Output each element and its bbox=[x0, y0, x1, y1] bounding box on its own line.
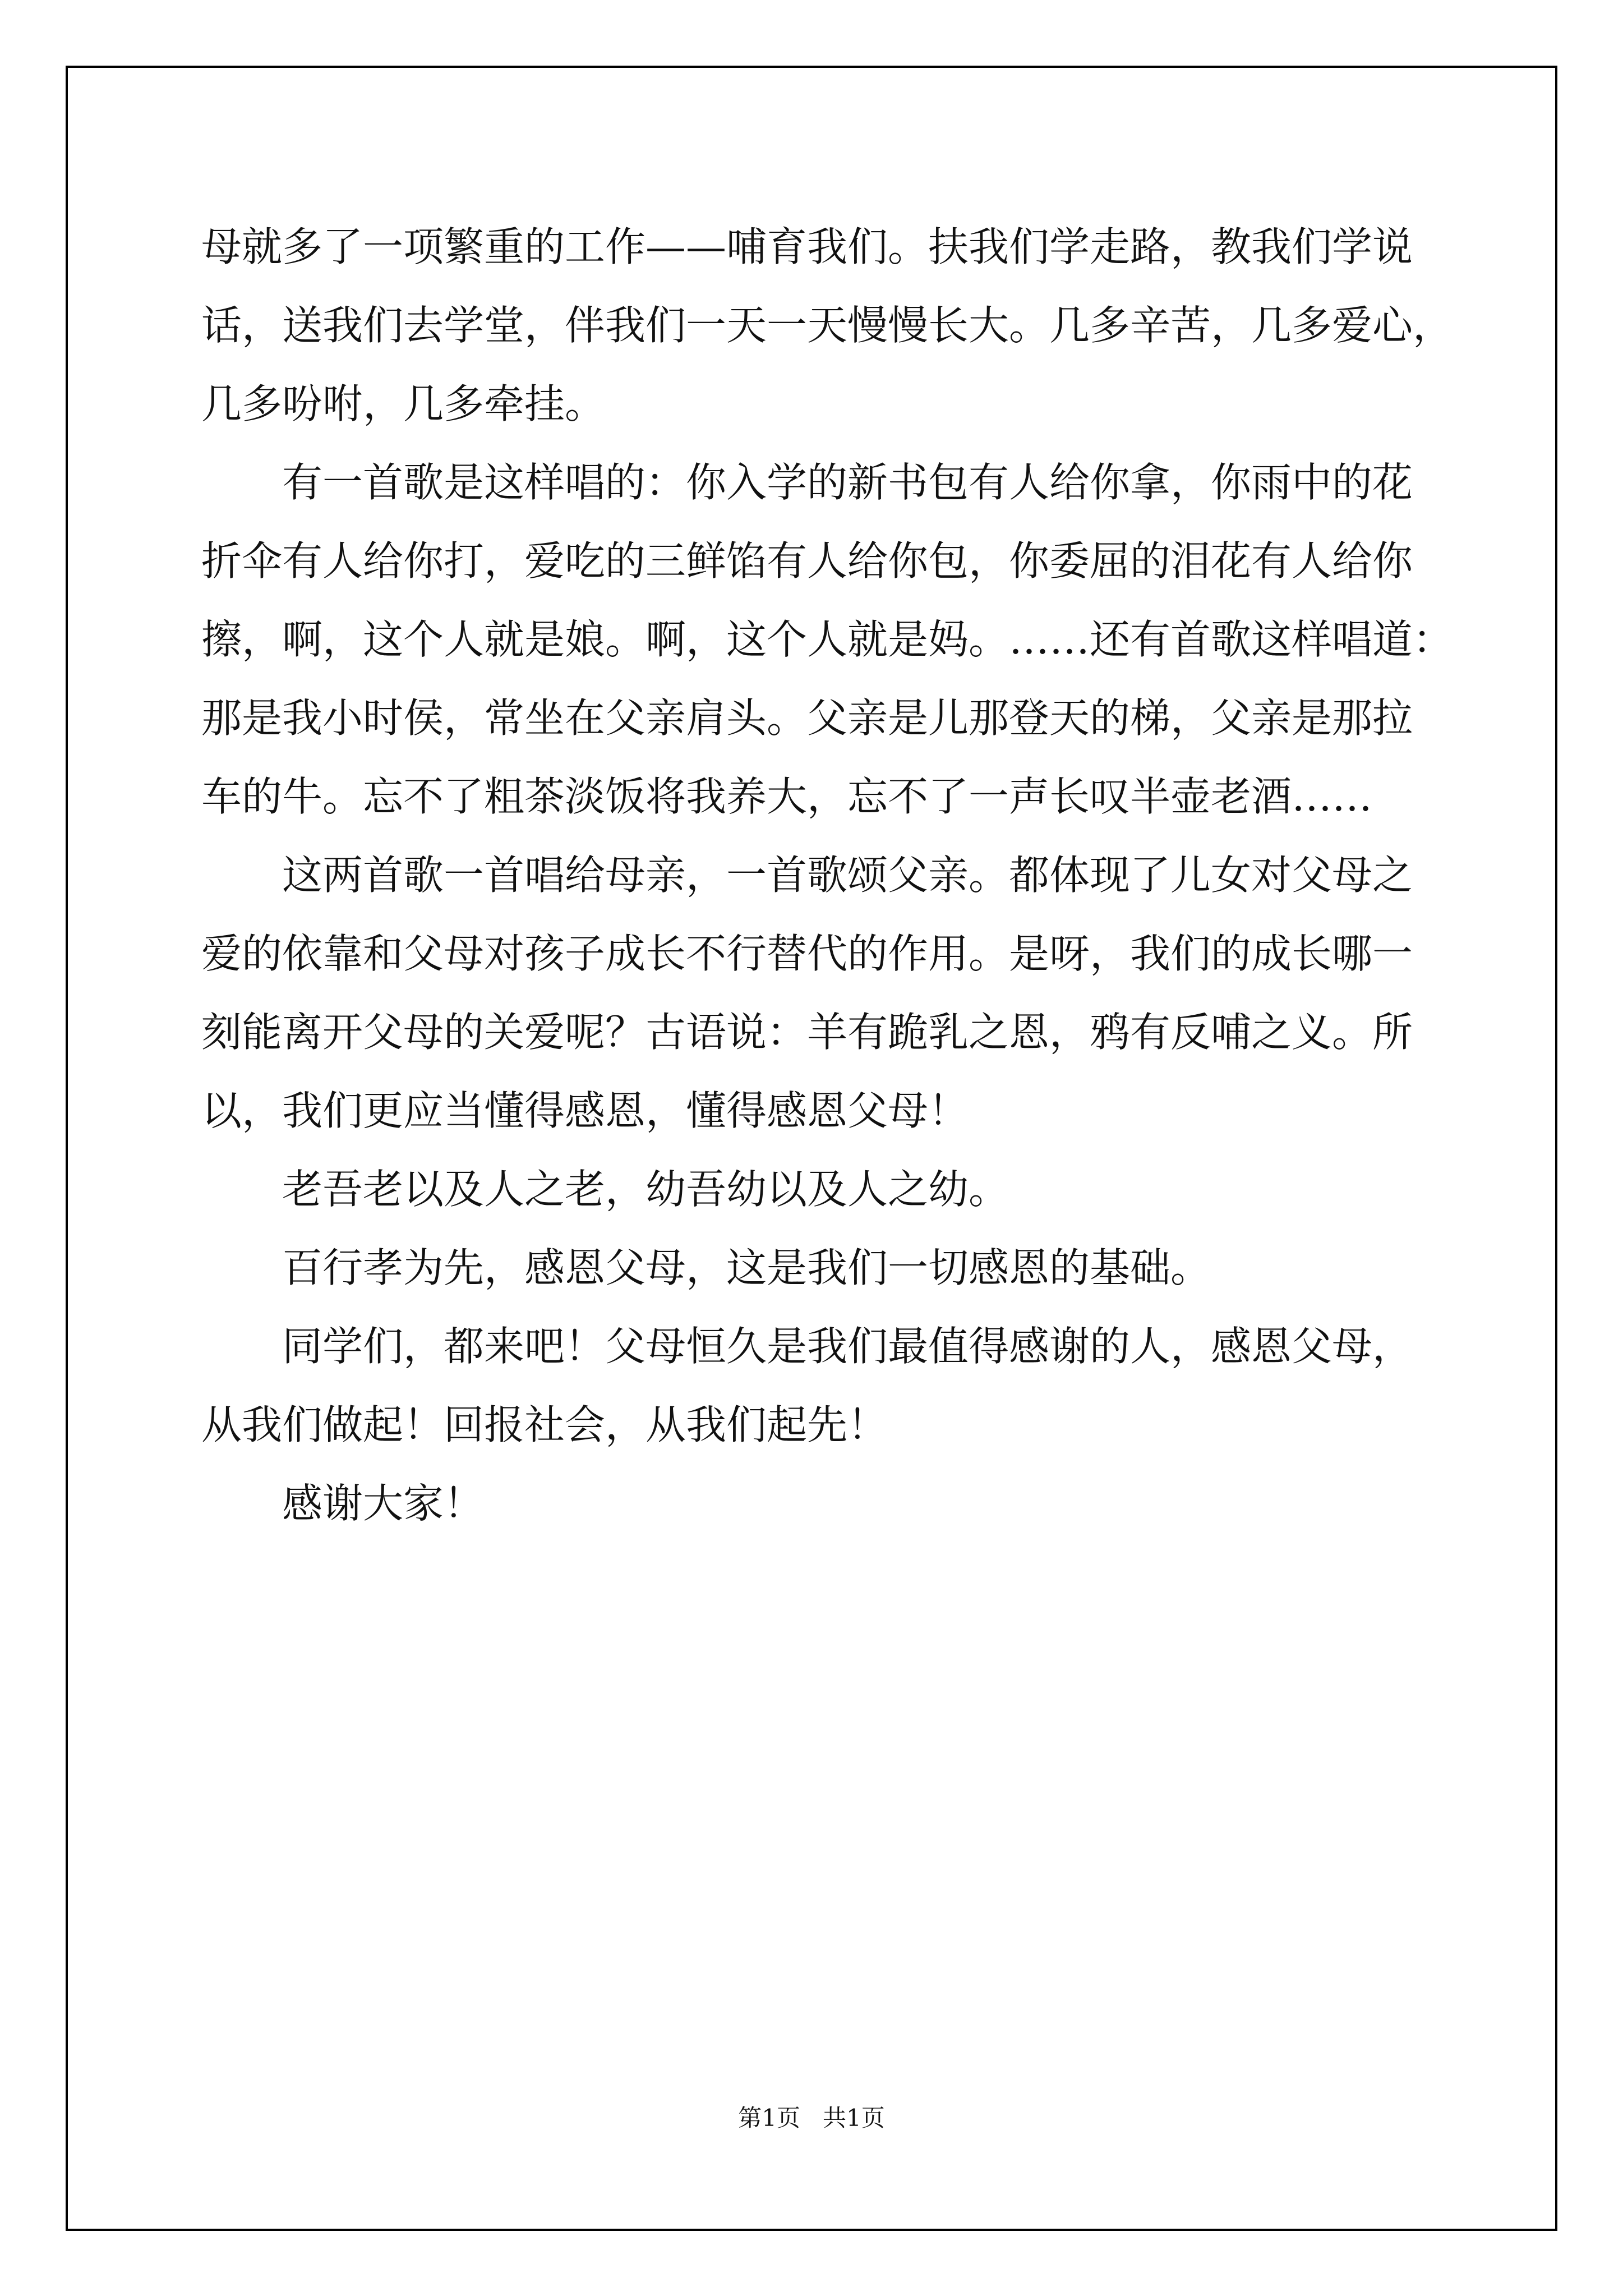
text-line: 爱的依靠和父母对孩子成长不行替代的作用。是呀，我们的成长哪一 bbox=[201, 930, 1413, 977]
text-line: 感谢大家！ bbox=[282, 1480, 485, 1527]
text-line: 几多吩咐，几多牵挂。 bbox=[201, 380, 606, 427]
text-line: 同学们，都来吧！父母恒久是我们最值得感谢的人，感恩父母， bbox=[282, 1323, 1413, 1370]
text-line: 这两首歌一首唱给母亲，一首歌颂父亲。都体现了儿女对父母之 bbox=[282, 852, 1413, 899]
text-line: 擦，啊，这个人就是娘。啊，这个人就是妈。……还有首歌这样唱道： bbox=[201, 616, 1454, 663]
document-body bbox=[201, 208, 1454, 1543]
text-line: 母就多了一项繁重的工作——哺育我们。扶我们学走路，教我们学说 bbox=[201, 223, 1413, 270]
text-line: 话，送我们去学堂，伴我们一天一天慢慢长大。几多辛苦，几多爱心， bbox=[201, 302, 1454, 349]
text-line: 刻能离开父母的关爱呢？古语说：羊有跪乳之恩，鸦有反哺之义。所 bbox=[201, 1009, 1413, 1056]
text-line: 百行孝为先，感恩父母，这是我们一切感恩的基础。 bbox=[282, 1244, 1211, 1291]
text-line: 以，我们更应当懂得感恩，懂得感恩父母！ bbox=[201, 1087, 969, 1134]
text-line: 从我们做起！回报社会，从我们起先！ bbox=[201, 1401, 888, 1448]
text-line: 车的牛。忘不了粗茶淡饭将我养大，忘不了一声长叹半壶老酒…… bbox=[201, 773, 1373, 820]
text-line: 那是我小时侯，常坐在父亲肩头。父亲是儿那登天的梯，父亲是那拉 bbox=[201, 694, 1413, 742]
text-line: 有一首歌是这样唱的：你入学的新书包有人给你拿，你雨中的花 bbox=[282, 459, 1413, 506]
page-current: 第1页 bbox=[738, 2104, 800, 2132]
text-line: 老吾老以及人之老，幼吾幼以及人之幼。 bbox=[282, 1166, 1009, 1213]
page-number-footer bbox=[0, 2101, 1623, 2135]
page-total: 共1页 bbox=[823, 2104, 885, 2132]
text-line: 折伞有人给你打，爱吃的三鲜馅有人给你包，你委屈的泪花有人给你 bbox=[201, 537, 1413, 585]
